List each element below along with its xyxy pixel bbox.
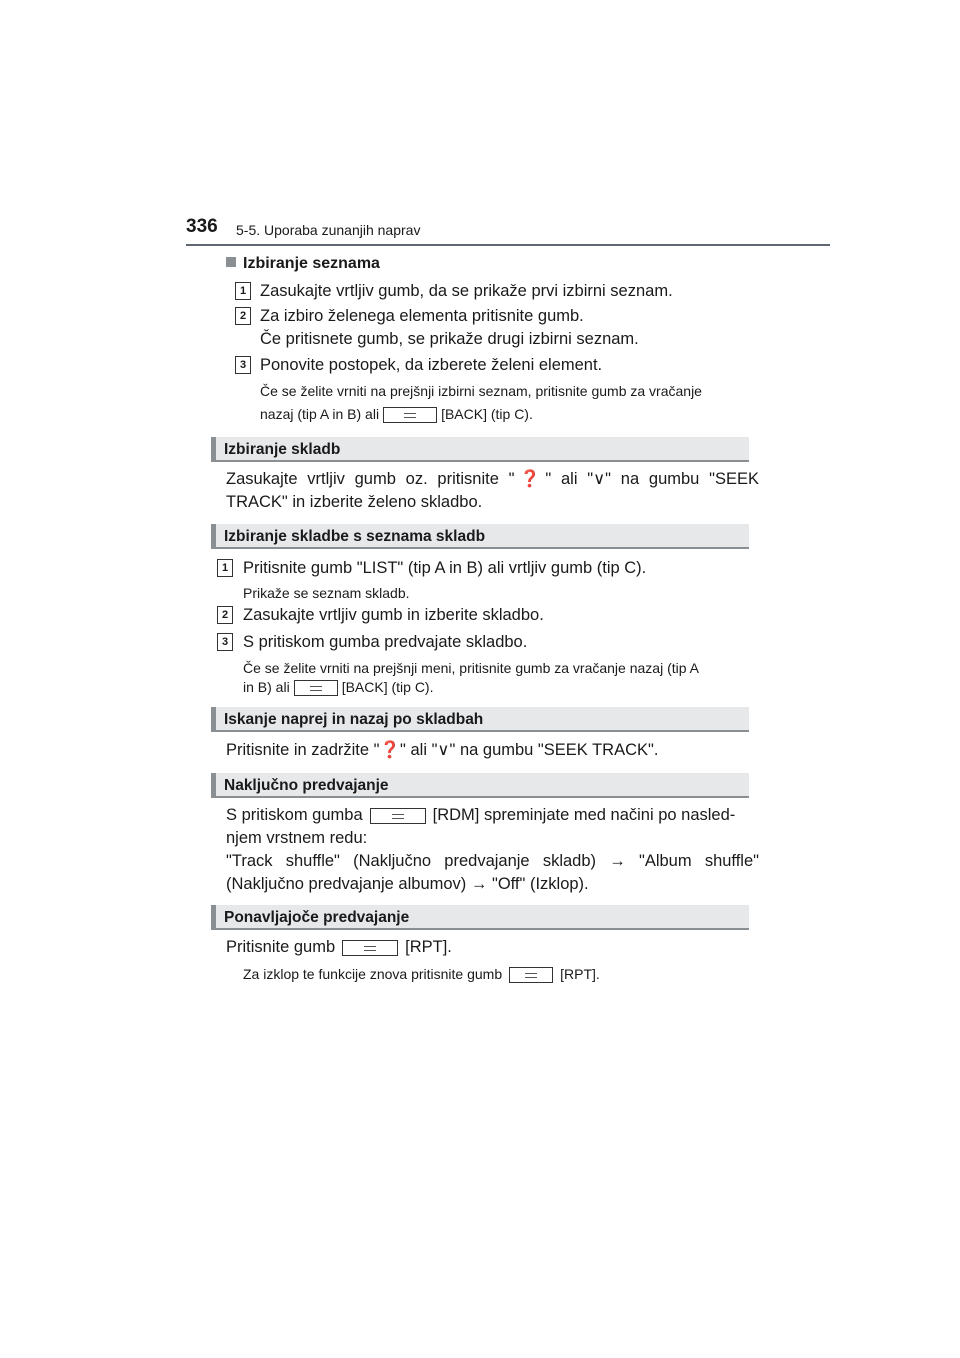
rdm-button-icon	[370, 808, 426, 824]
body-text-part: [RPT].	[405, 938, 452, 956]
note-text: in B) ali	[243, 679, 290, 695]
note-line	[243, 677, 433, 697]
note-line	[260, 404, 533, 424]
step-text: Pritisnite gumb "LIST" (tip A in B) ali vrtljiv gumb (tip C).	[243, 559, 647, 577]
step-number-3: 3	[217, 633, 233, 651]
header-rule	[186, 244, 830, 246]
body-text: "Track shuffle" (Naključno predvajanje skladb) → "Album shuffle"	[226, 852, 759, 870]
note-text: Za izklop te funkcije znova pritisnite gumb	[243, 966, 503, 982]
square-bullet-icon	[226, 257, 236, 267]
step-number-1: 1	[217, 559, 233, 577]
step-number-2: 2	[235, 307, 251, 325]
note-line: Če se želite vrniti na prejšnji meni, pritisnite gumb za vračanje nazaj (tip A	[243, 660, 699, 676]
step-text: Za izbiro želenega elementa pritisnite gumb.	[260, 307, 584, 325]
step-number-1: 1	[235, 282, 251, 300]
section-title-text: Izbiranje seznama	[243, 255, 380, 272]
rpt-button-icon	[342, 940, 398, 956]
note-text: [RPT].	[560, 966, 600, 982]
body-text-part: Pritisnite gumb	[226, 938, 336, 956]
step-text: S pritiskom gumba predvajate skladbo.	[243, 633, 528, 651]
section-title-izbiranje-seznama	[226, 255, 380, 273]
note-line: Če se želite vrniti na prejšnji izbirni seznam, pritisnite gumb za vračanje	[260, 383, 702, 399]
body-text	[226, 936, 452, 959]
step-number-3: 3	[235, 356, 251, 374]
body-text: njem vrstnem redu:	[226, 829, 368, 847]
section-header-izbiranje-skladb: Izbiranje skladb	[211, 437, 749, 462]
body-text: Zasukajte vrtljiv gumb oz. pritisnite "❓" ali "∨" na gumbu "SEEK	[226, 470, 759, 488]
note-text: nazaj (tip A in B) ali	[260, 406, 380, 422]
body-text: (Naključno predvajanje albumov) → "Off" (Izklop).	[226, 875, 589, 893]
step-text: Zasukajte vrtljiv gumb in izberite skladbo.	[243, 606, 544, 624]
note-line: Prikaže se seznam skladb.	[243, 585, 410, 601]
section-header-iskanje: Iskanje naprej in nazaj po skladbah	[211, 707, 749, 732]
body-text: Pritisnite in zadržite "❓" ali "∨" na gumbu "SEEK TRACK".	[226, 741, 659, 759]
step-number-2: 2	[217, 606, 233, 624]
note-text: [BACK] (tip C).	[441, 406, 533, 422]
page-number: 336	[186, 216, 218, 237]
step-text: Zasukajte vrtljiv gumb, da se prikaže prvi izbirni seznam.	[260, 282, 673, 300]
step-text-continued: Če pritisnete gumb, se prikaže drugi izbirni seznam.	[260, 330, 639, 348]
step-text: Ponovite postopek, da izberete želeni element.	[260, 356, 603, 374]
chapter-title: 5-5. Uporaba zunanjih naprav	[236, 222, 421, 238]
body-text	[226, 804, 735, 827]
back-button-icon	[383, 407, 437, 423]
body-text-part: S pritiskom gumba	[226, 806, 363, 824]
body-text: TRACK" in izberite želeno skladbo.	[226, 493, 483, 511]
rpt-button-icon	[509, 967, 553, 983]
note-line	[243, 964, 600, 984]
section-header-nakljucno: Naključno predvajanje	[211, 773, 749, 798]
body-text-part: [RDM] spreminjate med načini po nasled-	[432, 806, 736, 824]
section-header-ponavljajoce: Ponavljajoče predvajanje	[211, 905, 749, 930]
note-text: [BACK] (tip C).	[341, 679, 434, 695]
back-button-icon	[294, 680, 338, 696]
section-header-seznam-skladb: Izbiranje skladbe s seznama skladb	[211, 524, 749, 549]
